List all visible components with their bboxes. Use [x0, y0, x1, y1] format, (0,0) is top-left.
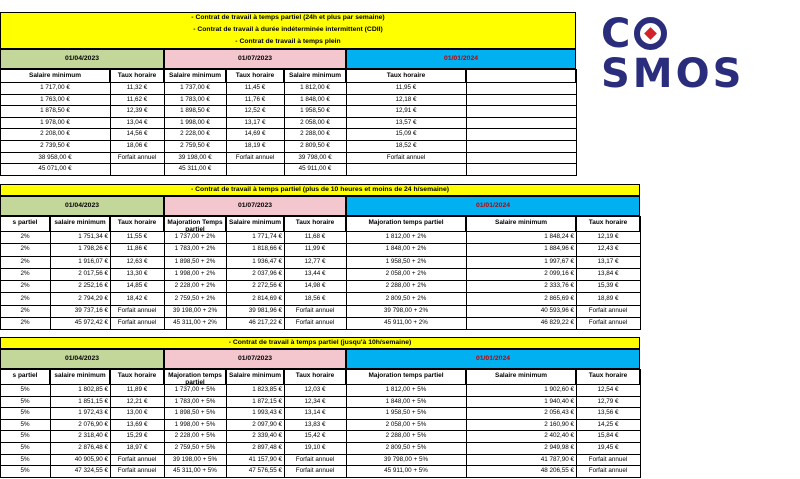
- table-cell: 2 949,98 €: [544, 444, 574, 451]
- table-cell: Forfait annuel: [588, 306, 628, 314]
- table-cell: 45 311,00 €: [178, 165, 212, 173]
- table-cell: 15,39 €: [597, 282, 619, 290]
- table-cell: 1 783,00 + 5%: [174, 397, 216, 405]
- table-cell: 2 058,00 + 5%: [385, 420, 427, 428]
- table-cell: 1 783,00 + 2%: [174, 245, 216, 253]
- table-cell: 39 981,96 €: [248, 306, 282, 314]
- table-cell: 1 818,66 €: [252, 245, 282, 253]
- section3-period-1-label: 01/04/2023: [64, 355, 100, 362]
- table-cell: 1 898,50 €: [180, 107, 210, 115]
- section1-period-1-label: 01/04/2023: [64, 55, 100, 62]
- table-cell: 45 311,00 + 2%: [173, 319, 217, 327]
- table-cell: 2%: [20, 233, 30, 240]
- section1-col-header: Taux horaire: [110, 69, 164, 83]
- section2-title: - Contrat de travail à temps partiel (plus de 10 heures et moins de 24 h/semaine): [191, 186, 449, 193]
- table-cell: 2 228,00 + 2%: [174, 282, 216, 290]
- table-cell: 1 958,50 + 5%: [385, 409, 427, 417]
- table-cell: 1 972,43 €: [78, 409, 108, 417]
- table-cell: 1 783,00 €: [180, 95, 210, 103]
- table-cell: 19,10 €: [304, 444, 326, 451]
- table-cell: 2 058,00 + 2%: [385, 269, 427, 277]
- column-divider: [110, 216, 111, 330]
- column-divider: [346, 69, 347, 176]
- table-cell: 12,21 €: [126, 397, 148, 405]
- table-cell: 1 737,00 + 5%: [174, 386, 216, 393]
- table-cell: 2 318,40 €: [78, 432, 108, 440]
- table-cell: 46 217,22 €: [248, 319, 282, 327]
- table-cell: 1 848,00 €: [300, 95, 330, 103]
- table-cell: 1 737,00 €: [180, 84, 210, 91]
- table-cell: 39 198,00 + 5%: [172, 455, 218, 463]
- table-cell: Forfait annuel: [117, 455, 157, 463]
- section1-period-2-label: 01/07/2023: [237, 55, 273, 62]
- table-cell: 2 809,50 + 2%: [385, 294, 427, 302]
- column-divider: [466, 69, 467, 176]
- logo-o-icon: [634, 17, 667, 50]
- table-cell: 11,62 €: [126, 95, 148, 103]
- table-cell: 2%: [20, 319, 30, 327]
- table-cell: 19,45 €: [597, 444, 619, 451]
- table-cell: 2 056,43 €: [544, 409, 574, 417]
- section2-col-header: Majoration temps partiel: [346, 216, 466, 232]
- table-cell: 38 958,00 €: [38, 153, 72, 161]
- column-divider: [0, 369, 1, 478]
- section3-col-header: Majoration temps partiel: [164, 369, 226, 385]
- table-cell: 1 998,00 €: [180, 118, 210, 126]
- section1-title-line-2: - Contrat de travail à durée indéterminée intermittent (CDII): [193, 26, 383, 33]
- table-cell: Forfait annuel: [117, 153, 157, 161]
- column-divider: [226, 369, 227, 478]
- section3-col-header: Salaire minimum: [226, 369, 284, 385]
- table-cell: 18,06 €: [126, 142, 148, 149]
- table-cell: 39 198,00 + 2%: [172, 306, 218, 314]
- table-cell: Forfait annuel: [117, 306, 157, 314]
- table-cell: 41 157,90 €: [248, 455, 282, 463]
- section3-title: - Contrat de travail à temps partiel (jusqu'à 10h/semaine): [228, 339, 412, 346]
- section1-col-header: Taux horaire: [226, 69, 284, 83]
- table-cell: 5%: [20, 397, 30, 405]
- column-divider: [284, 69, 285, 176]
- table-cell: 12,77 €: [304, 257, 326, 265]
- table-cell: 1 798,26 €: [78, 245, 108, 253]
- section2-col-header: Taux horaire: [576, 216, 640, 232]
- section3-period-3-label: 01/01/2024: [475, 355, 511, 362]
- table-cell: 1 872,15 €: [252, 397, 282, 405]
- table-cell: 40 593,96 €: [540, 306, 574, 314]
- section2-col-header: Taux horaire: [110, 216, 164, 232]
- table-cell: 18,89 €: [597, 294, 619, 302]
- table-cell: Forfait annuel: [117, 467, 157, 475]
- table-cell: 12,03 €: [304, 386, 326, 393]
- column-divider: [640, 216, 641, 330]
- table-cell: 1 898,50 + 5%: [174, 409, 216, 417]
- table-cell: 2 288,00 + 5%: [385, 432, 427, 440]
- table-cell: 2%: [20, 282, 30, 290]
- table-cell: 2 037,96 €: [252, 269, 282, 277]
- table-cell: 1 717,00 €: [40, 84, 70, 91]
- section1-col-header: Salaire minimum: [284, 69, 346, 83]
- table-cell: 12,54 €: [597, 386, 619, 393]
- table-cell: 2 739,50 €: [40, 142, 70, 149]
- table-cell: 2 876,48 €: [78, 444, 108, 451]
- section3-col-header: Majoration temps partiel: [346, 369, 466, 385]
- table-cell: 1 978,00 €: [40, 118, 70, 126]
- table-cell: 1 812,00 + 5%: [385, 386, 427, 393]
- table-cell: 2 814,69 €: [252, 294, 282, 302]
- table-cell: 18,52 €: [395, 142, 417, 149]
- section3-col-header: Taux horaire: [284, 369, 346, 385]
- table-cell: 2 402,40 €: [544, 432, 574, 440]
- table-cell: 12,43 €: [597, 245, 619, 253]
- column-divider: [576, 69, 577, 176]
- column-divider: [576, 216, 577, 330]
- table-cell: 13,83 €: [304, 420, 326, 428]
- table-cell: 2 228,00 + 5%: [174, 432, 216, 440]
- table-cell: 2%: [20, 257, 30, 265]
- table-cell: 1 878,50 €: [40, 107, 70, 115]
- table-cell: 1 958,50 + 2%: [385, 257, 427, 265]
- table-cell: 2%: [20, 269, 30, 277]
- table-cell: 12,18 €: [395, 95, 417, 103]
- table-cell: 11,76 €: [244, 95, 266, 103]
- column-divider: [466, 369, 467, 478]
- table-cell: 1 851,15 €: [78, 397, 108, 405]
- table-cell: 1 751,34 €: [78, 233, 108, 240]
- table-cell: 46 829,22 €: [540, 319, 574, 327]
- section2-col-header: s partiel: [0, 216, 50, 232]
- table-cell: 2%: [20, 294, 30, 302]
- table-cell: 45 972,42 €: [74, 319, 108, 327]
- table-cell: 14,85 €: [126, 282, 148, 290]
- table-cell: 2%: [20, 306, 30, 314]
- column-divider: [226, 69, 227, 176]
- section1-col-header: Taux horaire: [346, 69, 466, 83]
- table-cell: 1 802,85 €: [78, 386, 108, 393]
- section2-col-header: salaire minimum: [50, 216, 110, 232]
- table-cell: 2 272,56 €: [252, 282, 282, 290]
- table-cell: 1 771,74 €: [252, 233, 282, 240]
- table-cell: 11,45 €: [244, 84, 266, 91]
- table-cell: 2 339,40 €: [252, 432, 282, 440]
- table-cell: 2 076,90 €: [78, 420, 108, 428]
- table-cell: 2 794,29 €: [78, 294, 108, 302]
- table-cell: 2 759,50 €: [180, 142, 210, 149]
- table-cell: 39 737,16 €: [74, 306, 108, 314]
- table-cell: 18,19 €: [244, 142, 266, 149]
- column-divider: [0, 216, 1, 330]
- column-divider: [110, 369, 111, 478]
- table-cell: 45 911,00 + 2%: [384, 319, 428, 327]
- table-cell: Forfait annuel: [295, 319, 335, 327]
- table-cell: 5%: [20, 409, 30, 417]
- table-cell: 1 902,60 €: [544, 386, 574, 393]
- table-cell: 14,98 €: [304, 282, 326, 290]
- table-cell: 5%: [20, 386, 30, 393]
- table-cell: 5%: [20, 467, 30, 475]
- table-cell: 1 958,50 €: [300, 107, 330, 115]
- column-divider: [164, 216, 165, 330]
- table-cell: 2 058,00 €: [300, 118, 330, 126]
- section2-col-header: Salaire minimum: [226, 216, 284, 232]
- section3-col-header: Taux horaire: [110, 369, 164, 385]
- table-cell: Forfait annuel: [588, 319, 628, 327]
- table-cell: Forfait annuel: [295, 455, 335, 463]
- table-cell: 13,00 €: [126, 409, 148, 417]
- table-cell: 45 911,00 €: [298, 165, 332, 173]
- table-cell: 2 160,90 €: [544, 420, 574, 428]
- table-cell: 39 798,00 €: [298, 153, 332, 161]
- table-cell: 1 848,24 €: [544, 233, 574, 240]
- table-cell: 39 798,00 + 5%: [383, 455, 429, 463]
- table-cell: 2 099,16 €: [544, 269, 574, 277]
- table-cell: 2 208,00 €: [40, 130, 70, 138]
- section1-col-header: [466, 69, 576, 83]
- table-cell: 2 288,00 €: [300, 130, 330, 138]
- table-cell: 18,56 €: [304, 294, 326, 302]
- column-divider: [164, 69, 165, 176]
- table-cell: 45 311,00 + 5%: [173, 467, 217, 475]
- table-cell: 1 812,00 + 2%: [385, 233, 427, 240]
- column-divider: [110, 69, 111, 176]
- section2-col-header: Majoration Temps partiel: [164, 216, 226, 232]
- table-cell: 13,56 €: [597, 409, 619, 417]
- section2-col-header: Salaire minimum: [466, 216, 576, 232]
- table-cell: 11,32 €: [126, 84, 148, 91]
- table-cell: 2 809,50 + 5%: [385, 444, 427, 451]
- table-cell: 1 848,00 + 5%: [385, 397, 427, 405]
- table-cell: 2 865,69 €: [544, 294, 574, 302]
- table-cell: 1 997,67 €: [544, 257, 574, 265]
- table-cell: 11,95 €: [395, 84, 417, 91]
- table-cell: 1 848,00 + 2%: [385, 245, 427, 253]
- section1-col-header: Salaire minimum: [0, 69, 110, 83]
- column-divider: [50, 369, 51, 478]
- table-cell: 2 759,50 + 2%: [174, 294, 216, 302]
- table-cell: 13,84 €: [597, 269, 619, 277]
- table-cell: 1 823,85 €: [252, 386, 282, 393]
- table-cell: 12,19 €: [597, 233, 619, 240]
- table-cell: 11,68 €: [304, 233, 326, 240]
- table-cell: 39 198,00 €: [178, 153, 212, 161]
- table-cell: 14,69 €: [244, 130, 266, 138]
- section2-period-2-label: 01/07/2023: [237, 202, 273, 209]
- column-divider: [466, 216, 467, 330]
- table-cell: 12,34 €: [304, 397, 326, 405]
- table-cell: 1 916,07 €: [78, 257, 108, 265]
- column-divider: [346, 216, 347, 330]
- table-cell: 1 993,43 €: [252, 409, 282, 417]
- section2-period-3-label: 01/01/2024: [475, 202, 511, 209]
- table-cell: 41 787,90 €: [540, 455, 574, 463]
- table-cell: 1 812,00 €: [300, 84, 330, 91]
- table-cell: 18,42 €: [126, 294, 148, 302]
- table-cell: 1 884,96 €: [544, 245, 574, 253]
- table-cell: 15,42 €: [304, 432, 326, 440]
- column-divider: [576, 369, 577, 478]
- table-cell: 14,25 €: [597, 420, 619, 428]
- column-divider: [284, 216, 285, 330]
- table-cell: 5%: [20, 420, 30, 428]
- table-cell: 2 809,50 €: [300, 142, 330, 149]
- column-divider: [50, 216, 51, 330]
- column-divider: [346, 369, 347, 478]
- column-divider: [640, 369, 641, 478]
- table-cell: 12,52 €: [244, 107, 266, 115]
- table-cell: 12,39 €: [126, 107, 148, 115]
- section3-col-header: salaire minimum: [50, 369, 110, 385]
- section1-title-line-3: - Contrat de travail à temps plein: [235, 38, 341, 45]
- table-cell: 1 998,00 + 2%: [174, 269, 216, 277]
- table-cell: 2 097,90 €: [252, 420, 282, 428]
- table-cell: 1 940,40 €: [544, 397, 574, 405]
- table-cell: 48 206,55 €: [540, 467, 574, 475]
- column-divider: [284, 369, 285, 478]
- table-cell: 15,29 €: [126, 432, 148, 440]
- table-cell: 2 759,50 + 5%: [174, 444, 216, 451]
- table-cell: 2 288,00 + 2%: [385, 282, 427, 290]
- table-cell: 13,14 €: [304, 409, 326, 417]
- table-cell: 13,17 €: [597, 257, 619, 265]
- table-cell: 13,30 €: [126, 269, 148, 277]
- table-cell: 5%: [20, 444, 30, 451]
- table-cell: 13,44 €: [304, 269, 326, 277]
- section3-col-header: Taux horaire: [576, 369, 640, 385]
- table-cell: 15,09 €: [395, 130, 417, 138]
- table-cell: 2 897,48 €: [252, 444, 282, 451]
- table-cell: 5%: [20, 432, 30, 440]
- section1-period-3-label: 01/01/2024: [443, 55, 479, 62]
- table-cell: 2 017,56 €: [78, 269, 108, 277]
- table-cell: Forfait annuel: [295, 306, 335, 314]
- table-cell: 1 763,00 €: [40, 95, 70, 103]
- table-cell: 1 898,50 + 2%: [174, 257, 216, 265]
- column-divider: [0, 69, 1, 176]
- table-cell: 1 936,47 €: [252, 257, 282, 265]
- section1-title-line-1: - Contrat de travail à temps partiel (24h et plus par semaine): [191, 14, 385, 21]
- table-cell: 13,04 €: [126, 118, 148, 126]
- table-cell: 14,56 €: [126, 130, 148, 138]
- table-cell: 2 252,16 €: [78, 282, 108, 290]
- table-cell: 47 324,55 €: [74, 467, 108, 475]
- section1-col-header: Salaire minimum: [164, 69, 226, 83]
- table-cell: 13,57 €: [395, 118, 417, 126]
- table-cell: Forfait annuel: [588, 455, 628, 463]
- table-cell: 12,91 €: [395, 107, 417, 115]
- table-cell: Forfait annuel: [588, 467, 628, 475]
- column-divider: [226, 216, 227, 330]
- section3-col-header: Salaire minimum: [466, 369, 576, 385]
- table-cell: 5%: [20, 455, 30, 463]
- table-cell: Forfait annuel: [386, 153, 426, 161]
- table-cell: 1 998,00 + 5%: [174, 420, 216, 428]
- table-cell: 11,55 €: [126, 233, 148, 240]
- table-cell: 12,63 €: [126, 257, 148, 265]
- section3-period-2-label: 01/07/2023: [237, 355, 273, 362]
- table-cell: 11,89 €: [126, 386, 148, 393]
- table-cell: 2 228,00 €: [180, 130, 210, 138]
- table-cell: 2 333,76 €: [544, 282, 574, 290]
- section2-col-header: Taux horaire: [284, 216, 346, 232]
- table-cell: 11,99 €: [304, 245, 326, 253]
- section2-period-1-label: 01/04/2023: [64, 202, 100, 209]
- table-cell: Forfait annuel: [117, 319, 157, 327]
- table-cell: 45 071,00 €: [38, 165, 72, 173]
- section3-col-header: s partiel: [0, 369, 50, 385]
- table-cell: 40 905,90 €: [74, 455, 108, 463]
- table-cell: 13,69 €: [126, 420, 148, 428]
- table-cell: 12,79 €: [597, 397, 619, 405]
- cosmos-logo: CSMOS: [601, 11, 745, 97]
- table-cell: 11,86 €: [126, 245, 148, 253]
- table-cell: 47 576,55 €: [248, 467, 282, 475]
- table-cell: Forfait annuel: [295, 467, 335, 475]
- table-cell: 2%: [20, 245, 30, 253]
- table-cell: 18,97 €: [126, 444, 148, 451]
- table-cell: 13,17 €: [244, 118, 266, 126]
- table-cell: 39 798,00 + 2%: [383, 306, 429, 314]
- table-cell: 45 911,00 + 5%: [384, 467, 428, 475]
- table-cell: Forfait annuel: [235, 153, 275, 161]
- table-cell: 1 737,00 + 2%: [174, 233, 216, 240]
- column-divider: [164, 369, 165, 478]
- table-cell: 15,84 €: [597, 432, 619, 440]
